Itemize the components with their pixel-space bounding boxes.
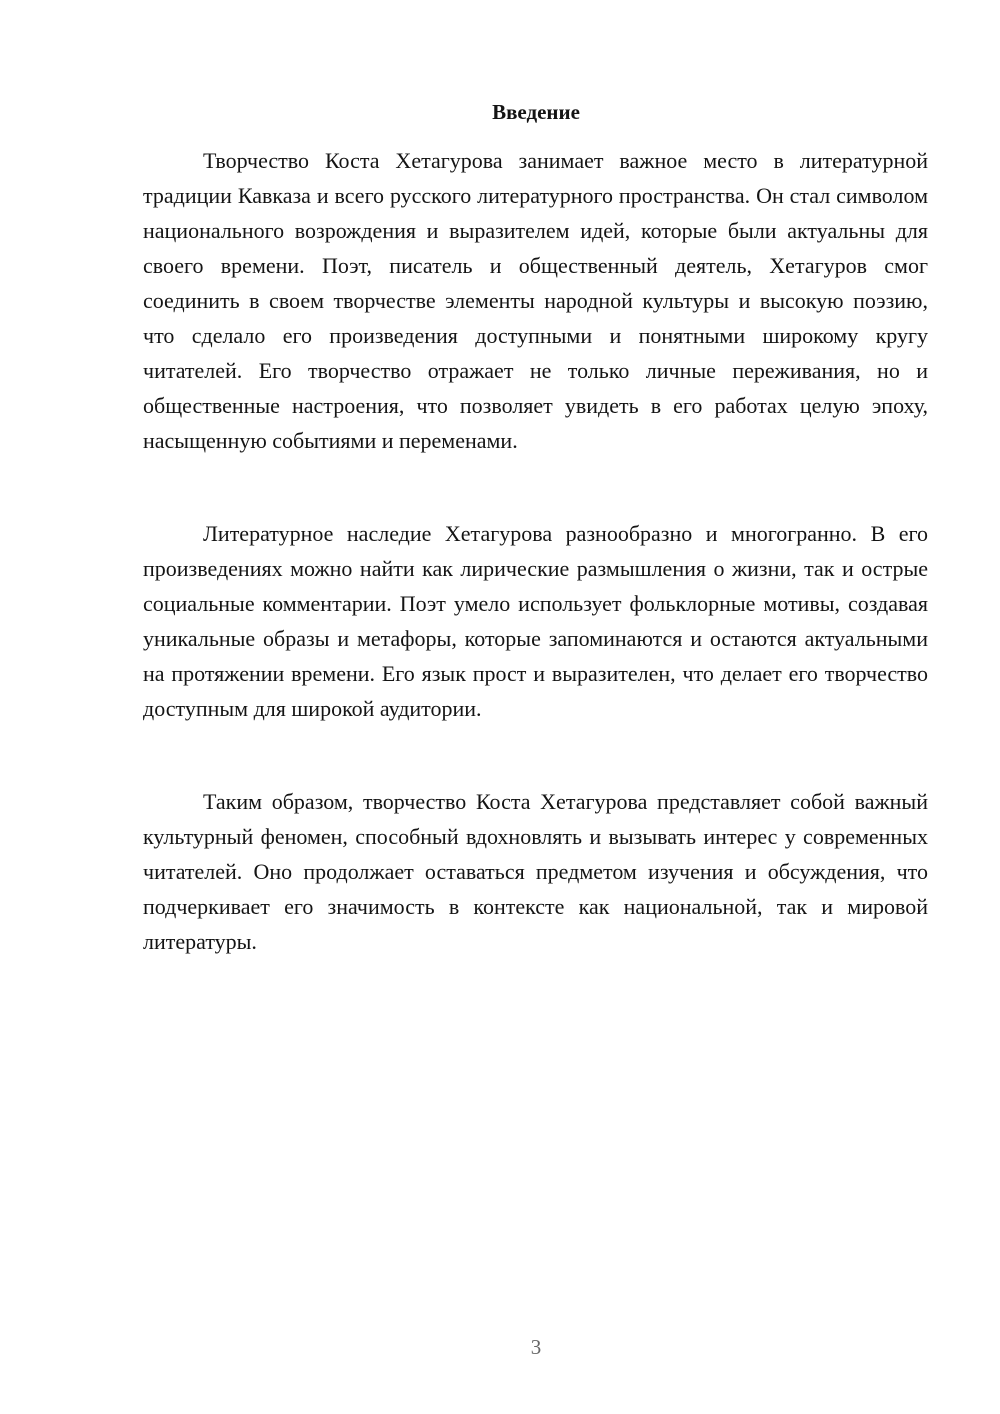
- paragraph-3: Таким образом, творчество Коста Хетагурова представляет собой важный культурный феномен, способный вдохновлять и вызывать интерес у современных читателей. Оно продолжает оставаться предметом изучения и обсуждения, что подчеркивает его значимость в контексте как национальной, так и мировой литературы.: [143, 789, 928, 954]
- page-title: Введение: [492, 100, 580, 124]
- paragraph-1: Творчество Коста Хетагурова занимает важное место в литературной традиции Кавказа и всего русского литературного пространства. Он стал символом национального возрождения и выразителем идей, которые были актуальны для своего времени. Поэт, писатель и общественный деятель, Хетагуров смог соединить в своем творчестве элементы народной культуры и высокую поэзию, что сделало его произведения доступными и понятными широкому кругу читателей. Его творчество отражает не только личные переживания, но и общественные настроения, что позволяет увидеть в его работах целую эпоху, насыщенную событиями и переменами.: [143, 148, 928, 453]
- page-number: 3: [530, 1335, 542, 1359]
- paragraph-2: Литературное наследие Хетагурова разнообразно и многогранно. В его произведениях можно найти как лирические размышления о жизни, так и острые социальные комментарии. Поэт умело использует фольклорные мотивы, создавая уникальные образы и метафоры, которые запоминаются и остаются актуальными на протяжении времени. Его язык прост и выразителен, что делает его творчество доступным для широкой аудитории.: [143, 521, 928, 721]
